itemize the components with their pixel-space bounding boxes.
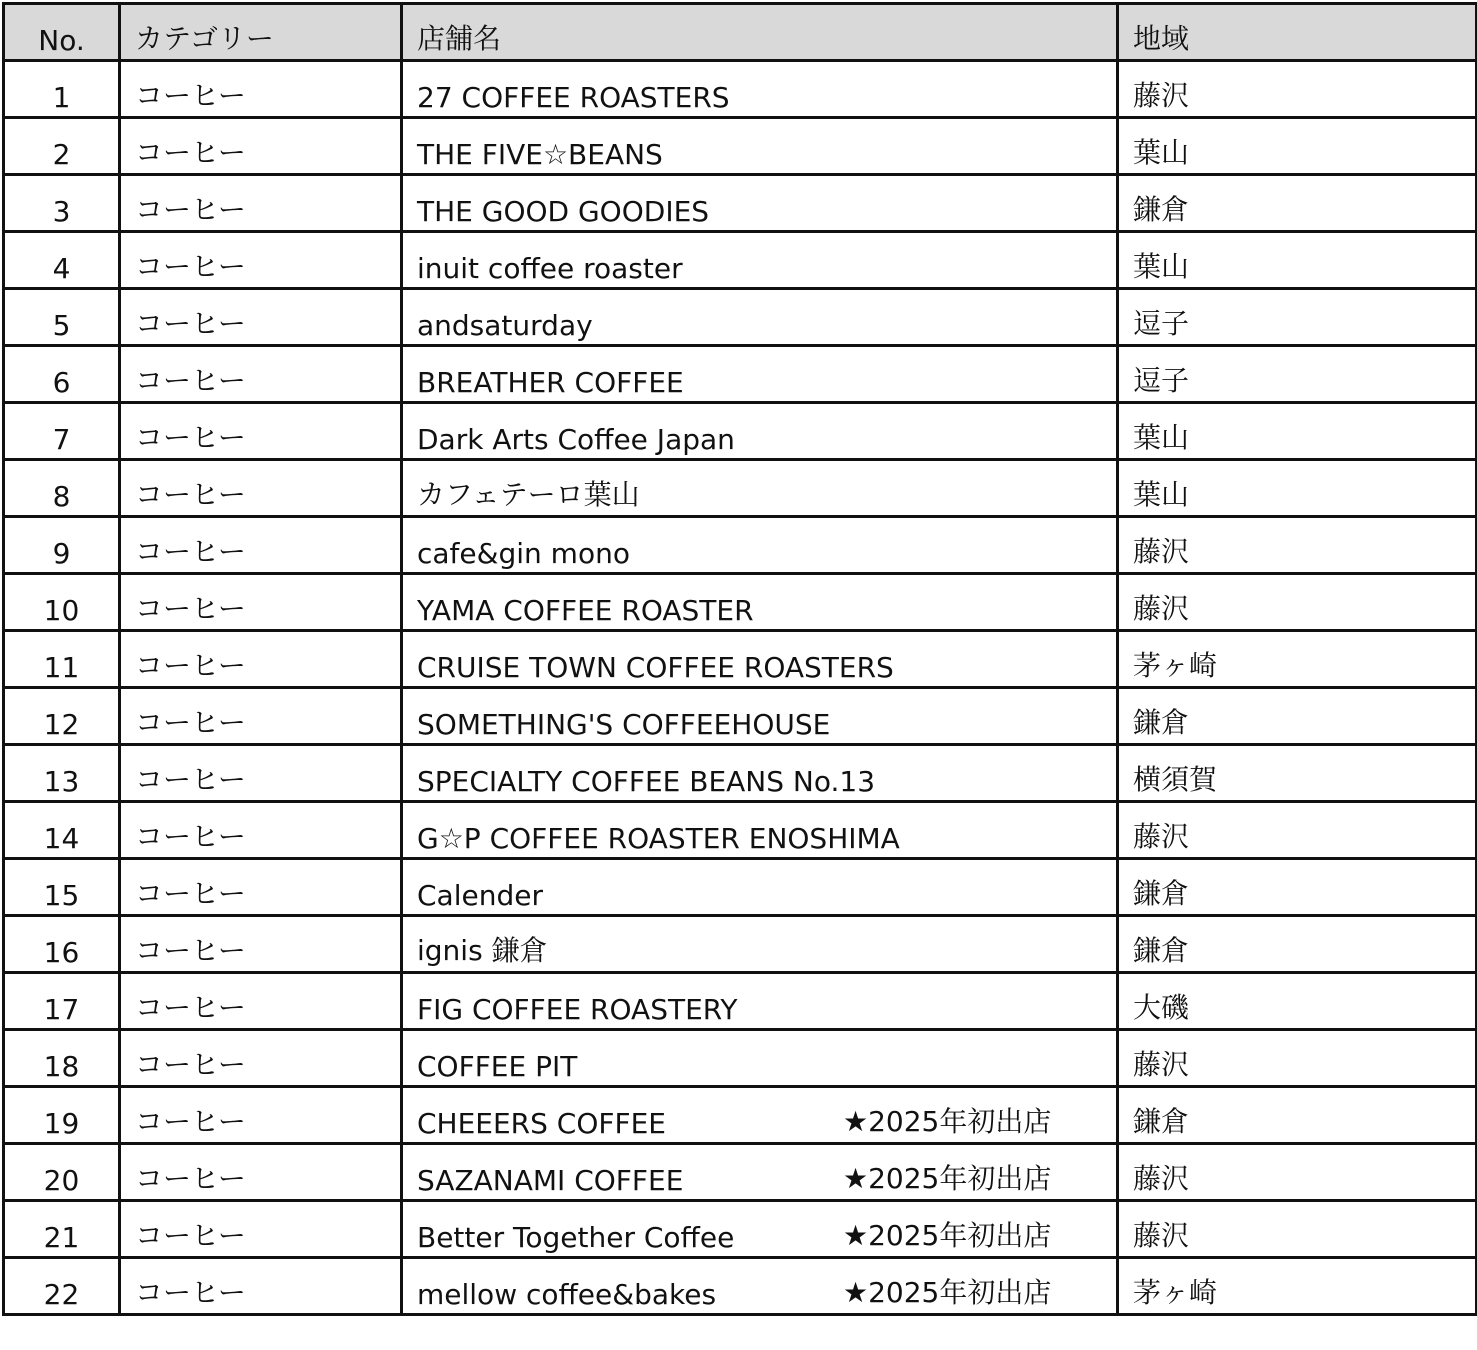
cell-category: コーヒー: [120, 802, 402, 859]
cell-no: 19: [4, 1087, 120, 1144]
cell-no: 5: [4, 289, 120, 346]
cell-no: 8: [4, 460, 120, 517]
cell-region: 鎌倉: [1118, 1087, 1477, 1144]
cell-category: コーヒー: [120, 745, 402, 802]
table-row: [4, 916, 1477, 973]
cell-no: 11: [4, 631, 120, 688]
cell-region: 藤沢: [1118, 1201, 1477, 1258]
first-time-badge: ★2025年初出店: [843, 1105, 1052, 1138]
store-name: カフェテーロ葉山: [417, 478, 640, 511]
header-row: [4, 4, 1477, 61]
header-category: カテゴリー: [120, 4, 402, 61]
table-row: [4, 232, 1477, 289]
table-row: [4, 346, 1477, 403]
cell-category: コーヒー: [120, 61, 402, 118]
cell-store: [402, 1201, 1118, 1258]
store-name: mellow coffee&bakes: [417, 1278, 717, 1311]
cell-category: コーヒー: [120, 1087, 402, 1144]
table-body: [4, 61, 1477, 1315]
cell-store: [402, 574, 1118, 631]
cell-no: 1: [4, 61, 120, 118]
store-name: ignis 鎌倉: [417, 934, 548, 967]
cell-region: 藤沢: [1118, 802, 1477, 859]
table-row: [4, 175, 1477, 232]
store-name: COFFEE PIT: [417, 1050, 578, 1083]
cell-store: [402, 61, 1118, 118]
table-row: [4, 1258, 1477, 1315]
cell-category: コーヒー: [120, 175, 402, 232]
cell-category: コーヒー: [120, 859, 402, 916]
store-name: Better Together Coffee: [417, 1221, 735, 1254]
cell-store: [402, 1144, 1118, 1201]
store-name: FIG COFFEE ROASTERY: [417, 993, 738, 1026]
store-name: CHEEERS COFFEE: [417, 1107, 666, 1140]
store-name: G☆P COFFEE ROASTER ENOSHIMA: [417, 822, 900, 855]
table-row: [4, 61, 1477, 118]
cell-no: 6: [4, 346, 120, 403]
cell-category: コーヒー: [120, 118, 402, 175]
table-row: [4, 460, 1477, 517]
table-row: [4, 574, 1477, 631]
cell-no: 16: [4, 916, 120, 973]
store-name: CRUISE TOWN COFFEE ROASTERS: [417, 651, 894, 684]
cell-store: [402, 688, 1118, 745]
table-row: [4, 403, 1477, 460]
cell-no: 14: [4, 802, 120, 859]
cell-region: 逗子: [1118, 289, 1477, 346]
cell-no: 4: [4, 232, 120, 289]
cell-store: [402, 745, 1118, 802]
cell-category: コーヒー: [120, 517, 402, 574]
cell-no: 7: [4, 403, 120, 460]
table-row: [4, 118, 1477, 175]
header-region: 地域: [1118, 4, 1477, 61]
cell-category: コーヒー: [120, 574, 402, 631]
cell-no: 17: [4, 973, 120, 1030]
cell-no: 9: [4, 517, 120, 574]
cell-category: コーヒー: [120, 916, 402, 973]
first-time-badge: ★2025年初出店: [843, 1276, 1052, 1309]
store-name: SOMETHING'S COFFEEHOUSE: [417, 708, 831, 741]
cell-store: [402, 916, 1118, 973]
table-row: [4, 745, 1477, 802]
store-name: BREATHER COFFEE: [417, 366, 684, 399]
cell-region: 大磯: [1118, 973, 1477, 1030]
store-list-table-wrapper: [2, 2, 1477, 1316]
cell-store: [402, 802, 1118, 859]
table-row: [4, 289, 1477, 346]
cell-category: コーヒー: [120, 973, 402, 1030]
cell-no: 20: [4, 1144, 120, 1201]
table-row: [4, 517, 1477, 574]
cell-region: 葉山: [1118, 118, 1477, 175]
store-name: Calender: [417, 879, 543, 912]
cell-store: [402, 175, 1118, 232]
cell-region: 鎌倉: [1118, 859, 1477, 916]
cell-region: 鎌倉: [1118, 175, 1477, 232]
cell-region: 茅ヶ崎: [1118, 1258, 1477, 1315]
cell-no: 13: [4, 745, 120, 802]
store-name: cafe&gin mono: [417, 537, 630, 570]
first-time-badge: ★2025年初出店: [843, 1162, 1052, 1195]
cell-region: 藤沢: [1118, 1144, 1477, 1201]
table-row: [4, 688, 1477, 745]
store-name: SPECIALTY COFFEE BEANS No.13: [417, 765, 876, 798]
cell-store: [402, 517, 1118, 574]
table-row: [4, 631, 1477, 688]
cell-category: コーヒー: [120, 1258, 402, 1315]
cell-category: コーヒー: [120, 1144, 402, 1201]
table-row: [4, 859, 1477, 916]
cell-store: [402, 1030, 1118, 1087]
store-name: THE GOOD GOODIES: [417, 195, 710, 228]
cell-no: 12: [4, 688, 120, 745]
table-header: [4, 4, 1477, 61]
cell-region: 藤沢: [1118, 1030, 1477, 1087]
cell-region: 葉山: [1118, 460, 1477, 517]
store-list-table: [2, 2, 1477, 1316]
cell-store: [402, 118, 1118, 175]
cell-store: [402, 973, 1118, 1030]
cell-category: コーヒー: [120, 289, 402, 346]
cell-category: コーヒー: [120, 1030, 402, 1087]
first-time-badge: ★2025年初出店: [843, 1219, 1052, 1252]
cell-category: コーヒー: [120, 403, 402, 460]
cell-no: 18: [4, 1030, 120, 1087]
cell-region: 鎌倉: [1118, 916, 1477, 973]
cell-no: 21: [4, 1201, 120, 1258]
cell-region: 葉山: [1118, 403, 1477, 460]
store-name: THE FIVE☆BEANS: [417, 138, 663, 171]
cell-store: [402, 346, 1118, 403]
cell-region: 藤沢: [1118, 61, 1477, 118]
cell-category: コーヒー: [120, 232, 402, 289]
cell-store: [402, 460, 1118, 517]
cell-store: [402, 232, 1118, 289]
cell-store: [402, 1258, 1118, 1315]
store-name: SAZANAMI COFFEE: [417, 1164, 684, 1197]
cell-store: [402, 1087, 1118, 1144]
cell-category: コーヒー: [120, 346, 402, 403]
cell-region: 葉山: [1118, 232, 1477, 289]
table-row: [4, 802, 1477, 859]
cell-no: 3: [4, 175, 120, 232]
cell-region: 逗子: [1118, 346, 1477, 403]
cell-category: コーヒー: [120, 688, 402, 745]
store-name: andsaturday: [417, 309, 593, 342]
cell-category: コーヒー: [120, 1201, 402, 1258]
cell-store: [402, 289, 1118, 346]
cell-category: コーヒー: [120, 631, 402, 688]
table-row: [4, 1087, 1477, 1144]
cell-region: 横須賀: [1118, 745, 1477, 802]
cell-store: [402, 403, 1118, 460]
cell-no: 2: [4, 118, 120, 175]
table-row: [4, 1030, 1477, 1087]
cell-category: コーヒー: [120, 460, 402, 517]
cell-store: [402, 631, 1118, 688]
cell-region: 藤沢: [1118, 517, 1477, 574]
cell-store: [402, 859, 1118, 916]
store-name: inuit coffee roaster: [417, 252, 683, 285]
table-row: [4, 1201, 1477, 1258]
store-name: Dark Arts Coffee Japan: [417, 423, 735, 456]
cell-no: 10: [4, 574, 120, 631]
cell-region: 鎌倉: [1118, 688, 1477, 745]
store-name: 27 COFFEE ROASTERS: [417, 81, 730, 114]
cell-region: 茅ヶ崎: [1118, 631, 1477, 688]
cell-no: 22: [4, 1258, 120, 1315]
header-no: No.: [4, 4, 120, 61]
table-row: [4, 973, 1477, 1030]
store-name: YAMA COFFEE ROASTER: [417, 594, 754, 627]
header-store: 店舗名: [402, 4, 1118, 61]
cell-no: 15: [4, 859, 120, 916]
cell-region: 藤沢: [1118, 574, 1477, 631]
table-row: [4, 1144, 1477, 1201]
